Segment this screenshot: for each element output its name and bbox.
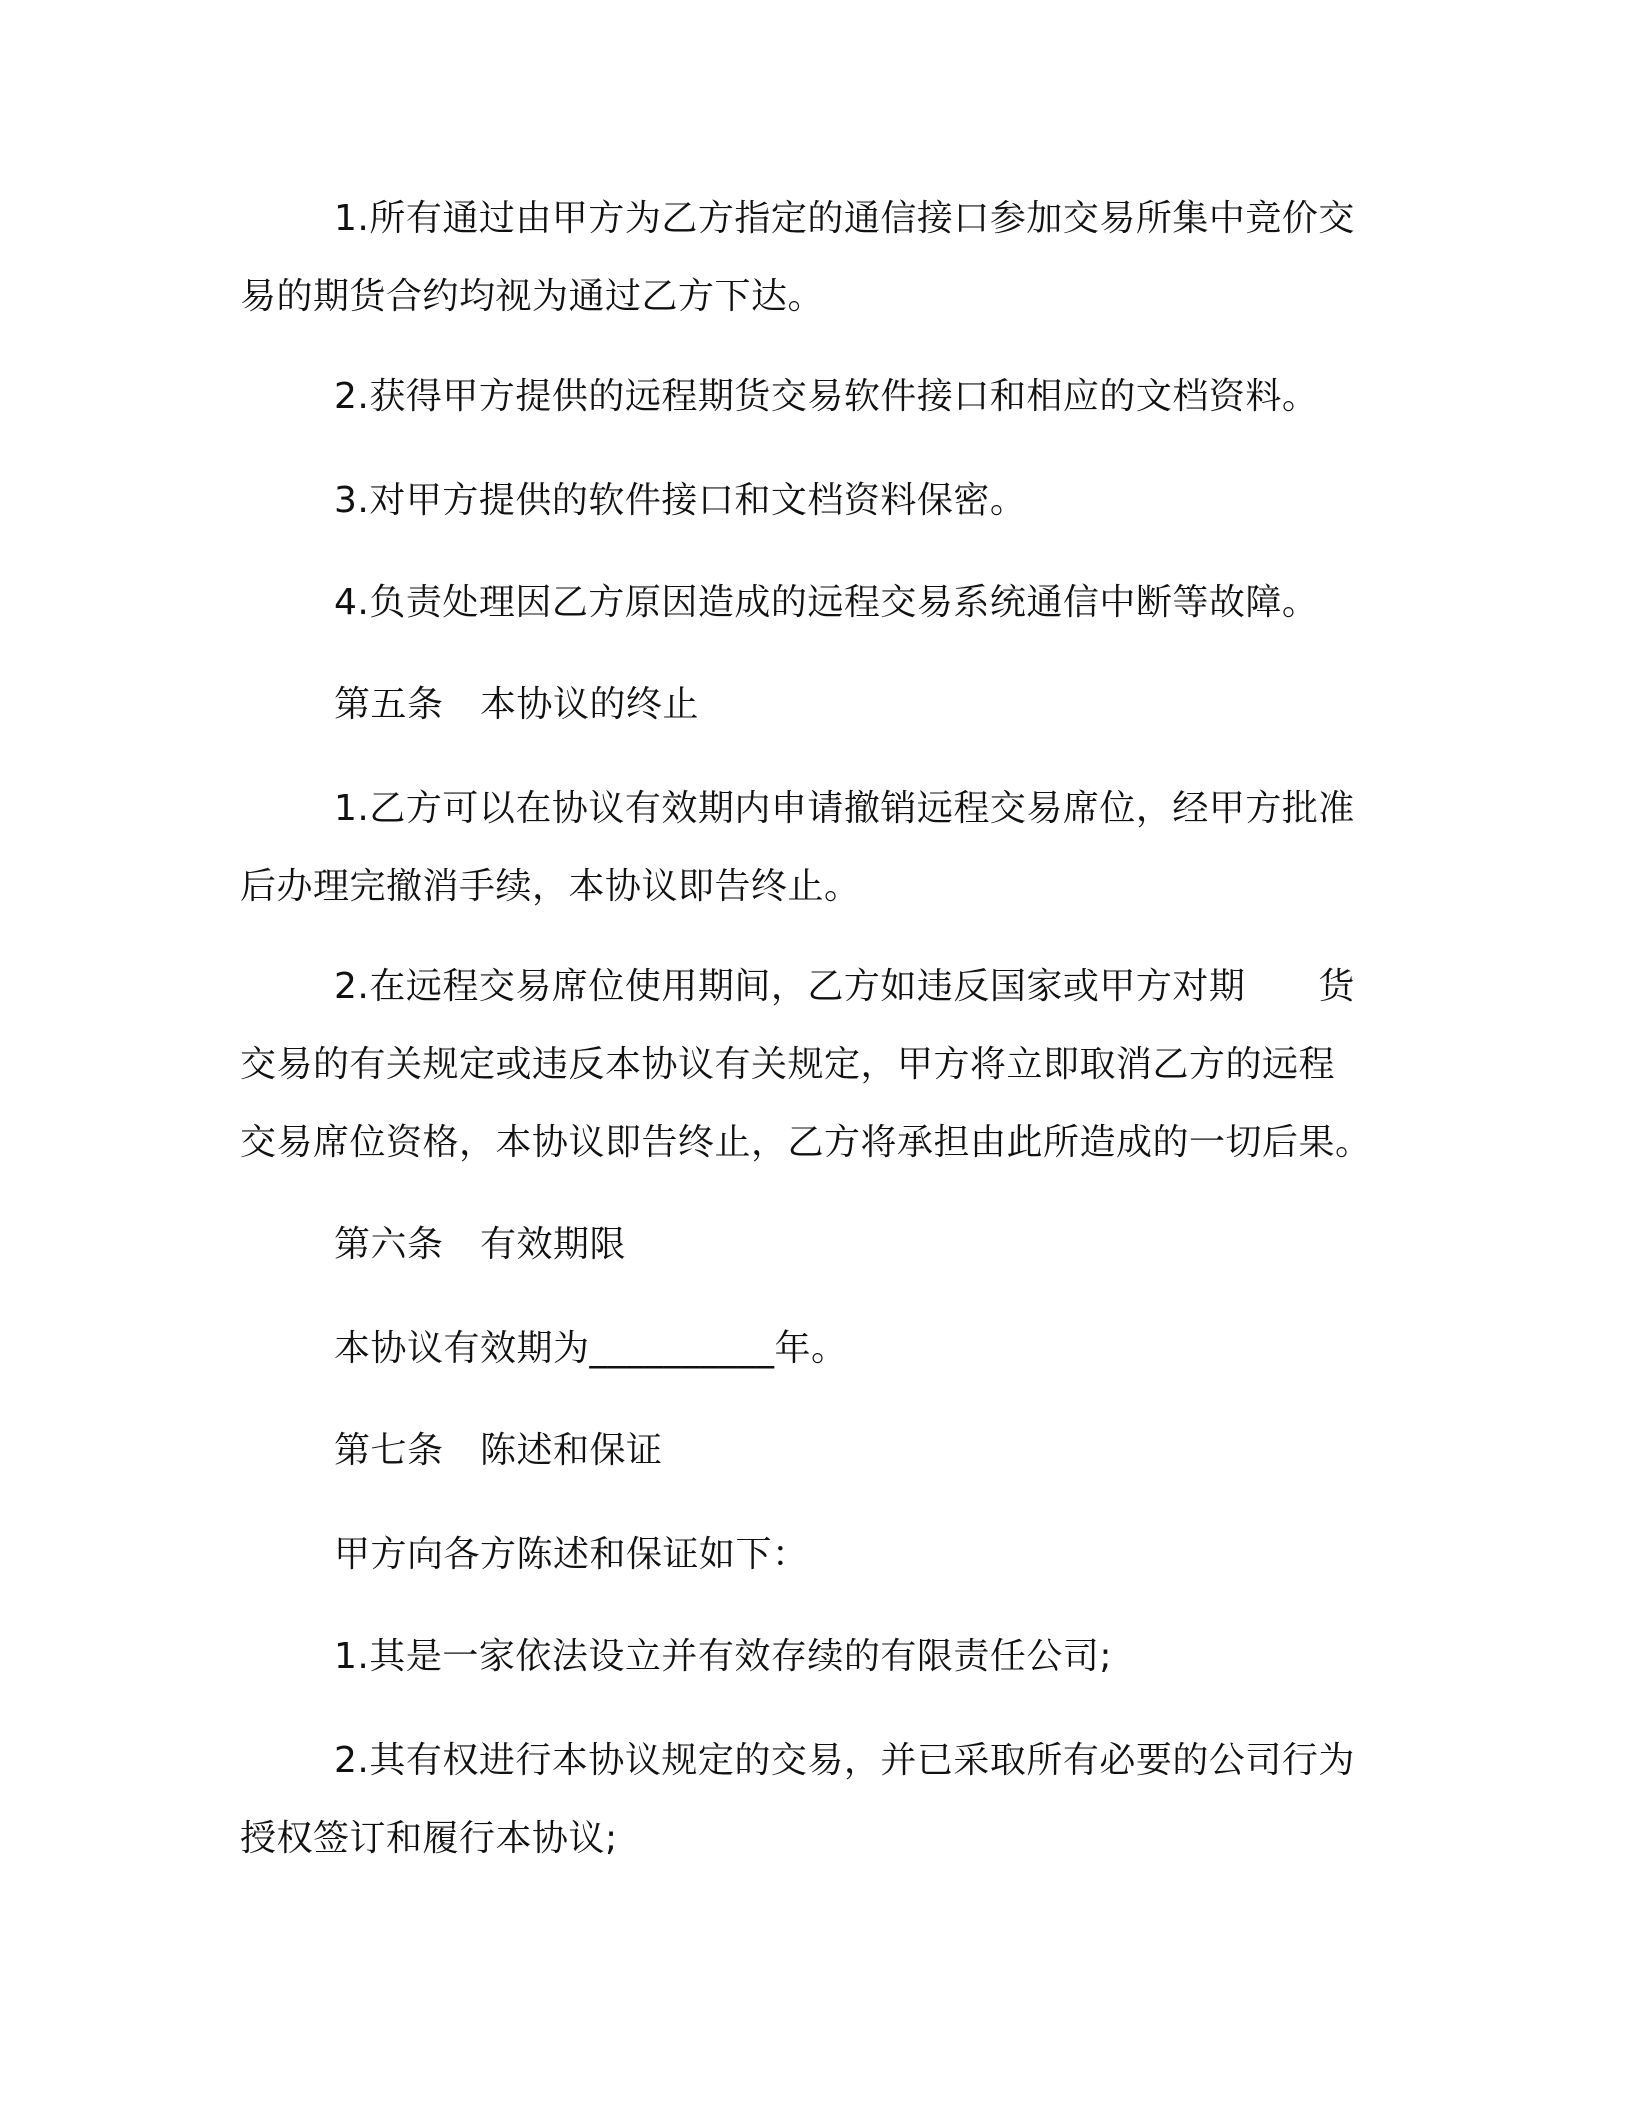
paragraph-line: 3.对甲方提供的软件接口和文档资料保密。 — [334, 480, 1027, 521]
paragraph-line: 后办理完撤消手续，本协议即告终止。 — [240, 866, 861, 907]
paragraph-line: 1.乙方可以在协议有效期内申请撤销远程交易席位，经甲方批准 — [334, 788, 1355, 829]
paragraph-line: 2.在远程交易席位使用期间，乙方如违反国家或甲方对期 货 — [334, 966, 1355, 1007]
paragraph-line: 2.获得甲方提供的远程期货交易软件接口和相应的文档资料。 — [334, 376, 1319, 417]
paragraph-line: 本协议有效期为__________年。 — [334, 1328, 848, 1369]
section-heading: 第七条 陈述和保证 — [334, 1430, 663, 1471]
paragraph-line: 1.所有通过由甲方为乙方指定的通信接口参加交易所集中竞价交 — [334, 198, 1355, 239]
paragraph-line: 2.其有权进行本协议规定的交易，并已采取所有必要的公司行为 — [334, 1740, 1355, 1781]
section-heading: 第六条 有效期限 — [334, 1224, 627, 1265]
paragraph-line: 授权签订和履行本协议; — [240, 1818, 618, 1859]
paragraph-line: 4.负责处理因乙方原因造成的远程交易系统通信中断等故障。 — [334, 582, 1319, 623]
paragraph-line: 1.其是一家依法设立并有效存续的有限责任公司; — [334, 1636, 1112, 1677]
paragraph-line: 甲方向各方陈述和保证如下： — [334, 1534, 809, 1575]
paragraph-line: 交易席位资格，本协议即告终止，乙方将承担由此所造成的一切后果。 — [240, 1122, 1372, 1163]
paragraph-line: 易的期货合约均视为通过乙方下达。 — [240, 276, 825, 317]
section-heading: 第五条 本协议的终止 — [334, 684, 700, 725]
paragraph-line: 交易的有关规定或违反本协议有关规定，甲方将立即取消乙方的远程 — [240, 1044, 1336, 1085]
